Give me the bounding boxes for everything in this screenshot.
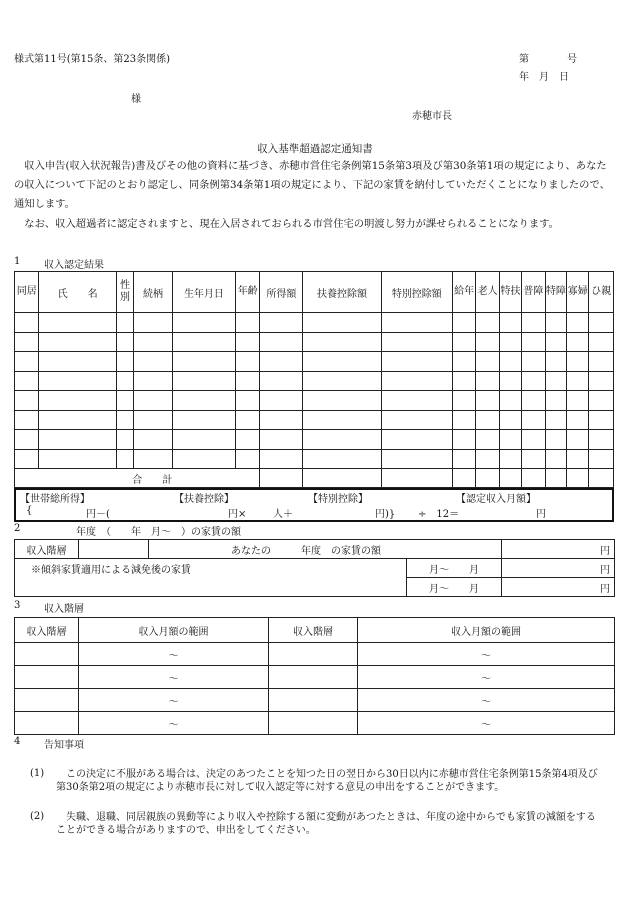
range-tilde: ～ (358, 666, 615, 689)
col-header-widow: 寡婦 (567, 272, 589, 313)
reduced-unit-2: 円 (502, 578, 615, 597)
table-row (15, 313, 614, 333)
section4-heading: 告知事項 (44, 740, 84, 751)
col-header-tier-2: 収入階層 (269, 618, 358, 643)
formula-persons-plus: 人＋ (273, 509, 293, 520)
section2-heading: 年度 （ 年 月～ ）の家賃の額 (76, 527, 241, 538)
col-header-dependent-deduction: 扶養控除額 (303, 272, 381, 313)
note-1-text: この決定に不服がある場合は、決定のあつたことを知つた日の翌日から30日以内に赤穂市営住宅条例第15条第4項及び第30条第2項の規定により赤穂市長に対して収入認定等に対する意見の申出をすることができます。 (56, 769, 598, 793)
col-header-cohabit: 同居 (15, 272, 39, 313)
table-row (15, 689, 615, 712)
col-header-range-2: 収入月額の範囲 (358, 618, 615, 643)
table-row (15, 666, 615, 689)
reduced-rent-label: ※傾斜家賃適用による減免後の家賃 (15, 559, 407, 597)
intro-paragraph-1: 収入申告(収入状況報告)書及びその他の資料に基づき、赤穂市営住宅条例第15条第3項及び第30条第1項の規定により、あなたの収入について下記のとおり認定し、同条例第34条第1項の規定により、下記の家賃を納付していただくことになりましたので、通知します。 (14, 160, 610, 210)
col-header-elderly: 老人 (476, 272, 499, 313)
col-header-single-parent: ひ親 (589, 272, 614, 313)
section1-heading: 収入認定結果 (44, 260, 104, 271)
table-row (15, 332, 614, 352)
section3-heading: 収入階層 (44, 604, 84, 615)
income-tier-label: 収入階層 (15, 540, 79, 559)
range-tilde: ～ (79, 666, 269, 689)
col-header-range-1: 収入月額の範囲 (79, 618, 269, 643)
note-1-number: (1) (30, 768, 45, 779)
range-tilde: ～ (79, 689, 269, 712)
issue-date: 年 月 日 (519, 72, 569, 83)
rent-table (14, 539, 615, 597)
col-header-sex: 性別 (116, 272, 133, 313)
formula-yen-close: 円)} (375, 509, 396, 520)
range-tilde: ～ (358, 712, 615, 735)
reduced-period-1: 月～ 月 (407, 559, 502, 578)
table-row (15, 643, 615, 666)
col-header-income: 所得額 (260, 272, 303, 313)
label-household-income: 【世帯総所得】 (20, 494, 90, 505)
table-row (15, 371, 614, 391)
addressee-suffix: 様 (131, 94, 141, 105)
col-header-tier-1: 収入階層 (15, 618, 79, 643)
doc-number-suffix: 号 (567, 54, 577, 65)
formula-open-brace: { (26, 505, 33, 516)
label-dependent-deduction: 【扶養控除】 (174, 494, 234, 505)
col-header-name: 氏 名 (39, 272, 116, 313)
issuer-name: 赤穂市長 (412, 111, 452, 122)
note-2-number: (2) (30, 811, 45, 822)
label-special-deduction: 【特別控除】 (308, 494, 368, 505)
col-header-disability: 普障 (522, 272, 545, 313)
col-header-relation: 続柄 (134, 272, 173, 313)
form-label: 様式第11号(第15条、第23条関係) (14, 54, 170, 65)
section3-number: 3 (14, 600, 21, 611)
rent-amount-label: あなたの 年度 の家賃の額 (149, 540, 502, 559)
col-header-birthdate: 生年月日 (172, 272, 235, 313)
formula-yen-minus: 円－( (86, 509, 110, 520)
range-tilde: ～ (358, 643, 615, 666)
label-certified-monthly-income: 【認定収入月額】 (456, 494, 536, 505)
section2-number: 2 (14, 523, 21, 534)
table-row (15, 712, 615, 735)
table-row (15, 430, 614, 450)
member-rows (15, 313, 614, 469)
income-certification-table (14, 271, 614, 488)
range-tilde: ～ (79, 712, 269, 735)
table-row (15, 391, 614, 411)
col-header-salary-year: 給年 (452, 272, 475, 313)
col-header-special-disability: 特障 (545, 272, 566, 313)
formula-divide-12: ÷ 12＝ (418, 509, 460, 520)
document-title: 収入基準超過認定通知書 (257, 143, 373, 155)
section4-number: 4 (14, 736, 21, 747)
doc-number-prefix: 第 (519, 54, 529, 65)
income-tier-table (14, 617, 615, 735)
note-2-text: 失職、退職、同居親族の異動等により収入や控除する額に変動があつたときは、年度の途中からでも家賃の減額をすることができる場合がありますので、申出をしてください。 (56, 812, 596, 836)
table-row (15, 352, 614, 372)
range-tilde: ～ (79, 643, 269, 666)
col-header-age: 年齢 (236, 272, 260, 313)
col-header-special-dependent: 特扶 (499, 272, 521, 313)
rent-amount-unit: 円 (502, 540, 615, 559)
reduced-period-2: 月～ 月 (407, 578, 502, 597)
intro-paragraph-2: なお、収入超過者に認定されますと、現在入居されておられる市営住宅の明渡し努力が課せられることになります。 (24, 218, 559, 230)
reduced-unit-1: 円 (502, 559, 615, 578)
col-header-special-deduction: 特別控除額 (381, 272, 452, 313)
section1-number: 1 (14, 256, 21, 267)
table-row (15, 410, 614, 430)
formula-yen-end: 円 (536, 509, 546, 520)
total-label: 合 計 (15, 469, 260, 488)
table-row (15, 449, 614, 469)
range-tilde: ～ (358, 689, 615, 712)
formula-yen-times: 円× (228, 509, 247, 520)
